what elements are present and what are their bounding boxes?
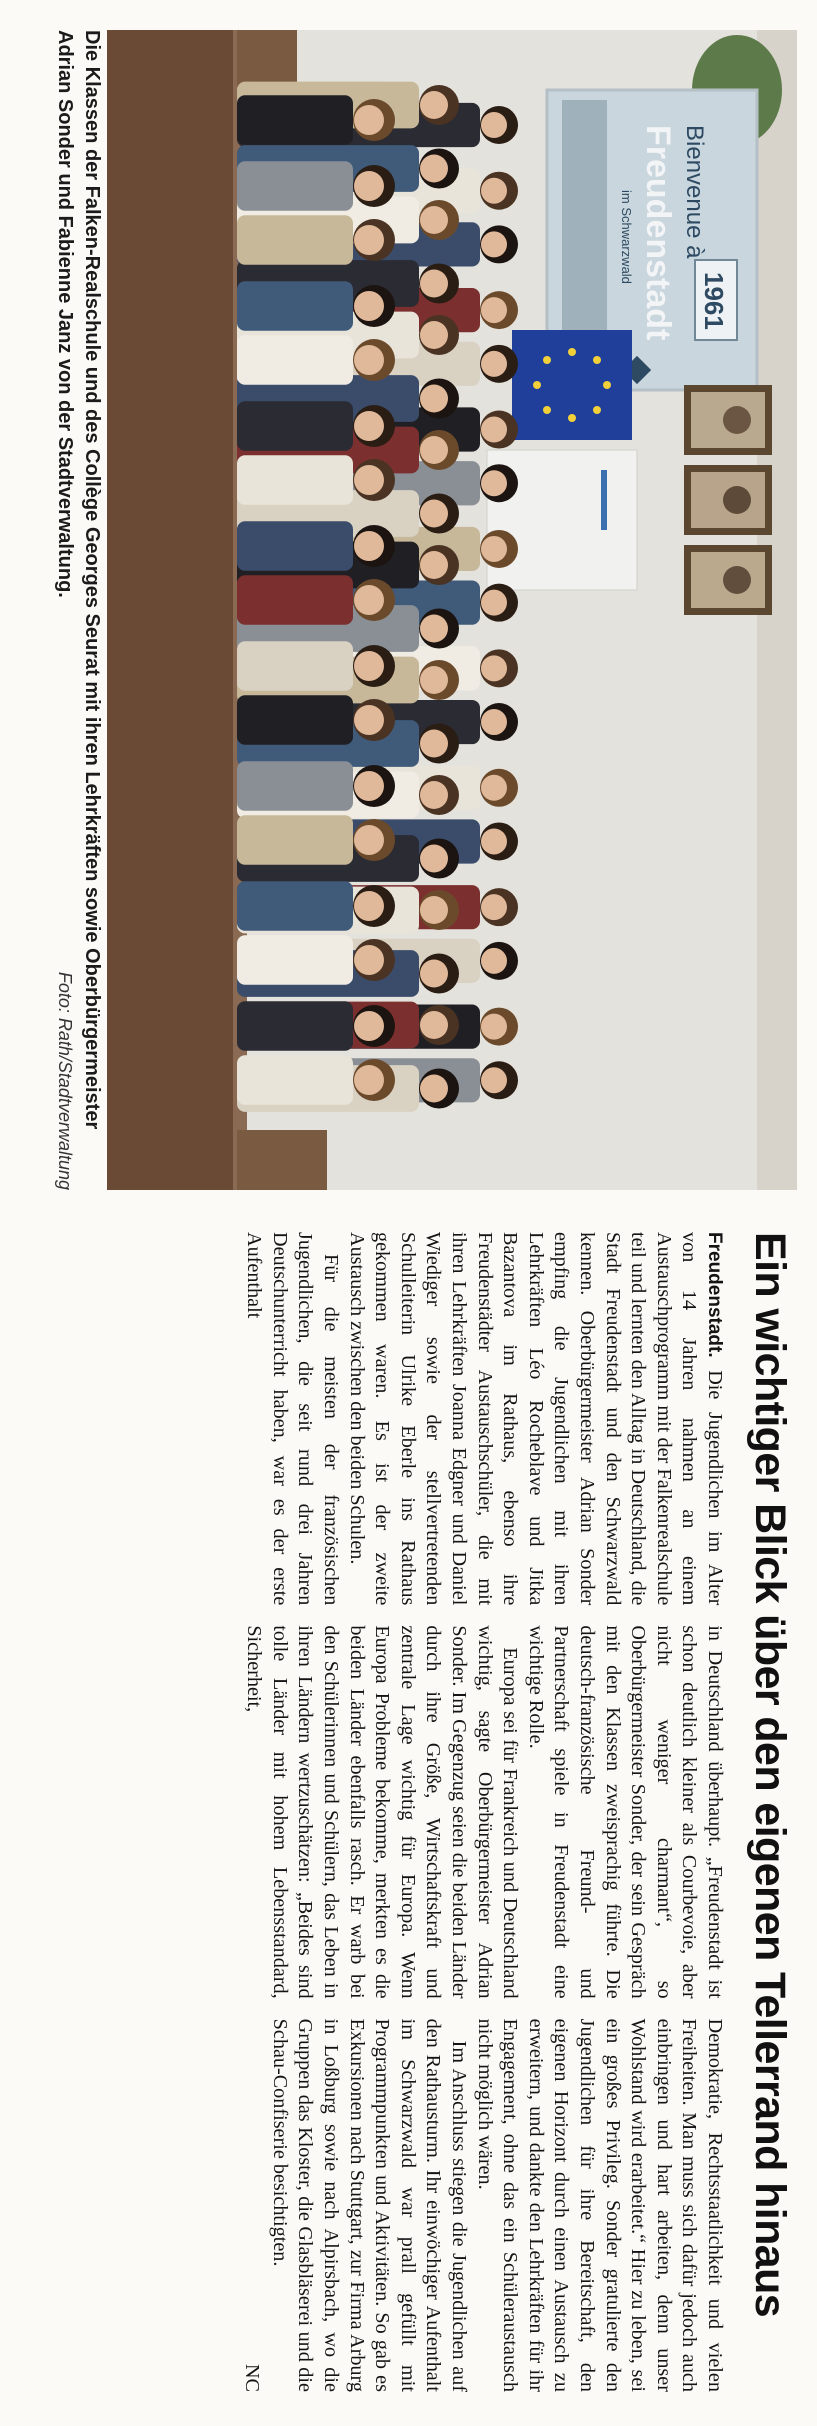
screen-greeting: Bienvenue à xyxy=(681,125,708,259)
photo-caption xyxy=(15,30,105,1190)
group-photo xyxy=(107,30,797,1190)
caption-text: Die Klassen der Falken-Realschule und des Collège Georges Seurat mit ihren Lehrkräften sowie Oberbürgermeister Adrian Sonder und Fabienne Janz von der Stadtverwaltung. xyxy=(54,30,103,1130)
paragraph xyxy=(343,1232,727,1605)
article-column-3 xyxy=(15,2019,727,2392)
screen-city: Freudenstadt xyxy=(639,125,677,341)
screen-region: im Schwarzwald xyxy=(619,190,634,284)
paragraph: Im Anschluss stiegen die Jugendlichen auf den Rathausturm. Ihr einwöchiger Aufenthalt im Schwarzwald war prall gefüllt mit Programmpunkten und Aktivitäten. So gab es Exkursionen nach Stuttgart, zur Firma Arburg in Loßburg sowie nach Alpirsbach, wo die Gruppen das Kloster, die Glasbläserei und die Schau-Confiserie besichtigten. xyxy=(268,2018,471,2392)
article-body xyxy=(15,1232,727,2392)
author-signature: NC xyxy=(241,2363,264,2392)
article-headline: Ein wichtiger Blick über den eigenen Tellerrand hinaus xyxy=(746,1232,794,2318)
paragraph-text: Die Jugendlichen im Alter von 14 Jahren nahmen an einem Austauschprogramm mit der Falkenrealschule teil und lernten den Alltag in Deutschland, die Stadt Freudenstadt und den Schwarzwald kennen. Oberbürgermeister Adrian Sonder empfing die Jugendlichen mit ihren Lehrkräften Léo Rocheblave und Jitka Bazantova im Rathaus, ebenso ihre Freudenstädter Austauschschüler, die mit ihren Lehrkräften Joanna Edgner und Daniel Wiediger sowie der stellvertretenden Schulleiterin Ulrike Eberle ins Rathaus gekommen waren. Es ist der zweite Austausch zwischen den beiden Schulen. xyxy=(345,1232,726,1606)
paragraph: in Deutschland überhaupt. „Freudenstadt ist schon deutlich kleiner als Courbevoie, aber nicht weniger charmant“, so Oberbürgermeister Sonder, der sein Gespräch mit den Klassen zweisprachig führte. Die deutsch-französische Freund- und Partnerschaft spiele in Freudenstadt eine wichtige Rolle. xyxy=(524,1625,726,1999)
photo-credit: Foto: Rath/Stadtverwaltung xyxy=(55,971,75,1190)
paragraph: Für die meisten der französischen Jugendlichen, die seit rund drei Jahren Deutschunterricht haben, war es der erste Aufenthalt xyxy=(243,1232,343,1606)
article-column-2 xyxy=(15,1625,727,1998)
paragraph: Demokratie, Rechtsstaatlichkeit und vielen Freiheiten. Man muss sich dafür jedoch auch einbringen und hart arbeiten, denn unser Wohlstand wird erarbeitet.“ Hier zu leben, sei ein großes Privileg. Sonder gratulierte den Jugendlichen für ihre Bereitschaft, den eigenen Horizont durch einen Austausch zu erweitern, und dankte den Lehrkräften für ihr Engagement, ohne das ein Schüleraustausch nicht möglich wären. xyxy=(473,2018,726,2392)
paragraph: Europa sei für Frankreich und Deutschland wichtig, sagte Oberbürgermeister Adrian Sonder. Im Gegenzug seien die beiden Länder durch ihre Größe, Wirtschaftskraft und zentrale Lage wichtig für Europa. Wenn Europa Probleme bekomme, merkten es die beiden Länder ebenfalls rasch. Er warb bei den Schülerinnen und Schülern, das Leben in ihren Ländern wertzuschätzen: „Beides sind tolle Länder mit hohem Lebensstandard, Sicherheit, xyxy=(243,1625,522,1999)
article-column-1 xyxy=(15,1232,727,1605)
screen-year: 1961 xyxy=(699,272,729,330)
dateline: Freudenstadt. xyxy=(704,1232,725,1358)
